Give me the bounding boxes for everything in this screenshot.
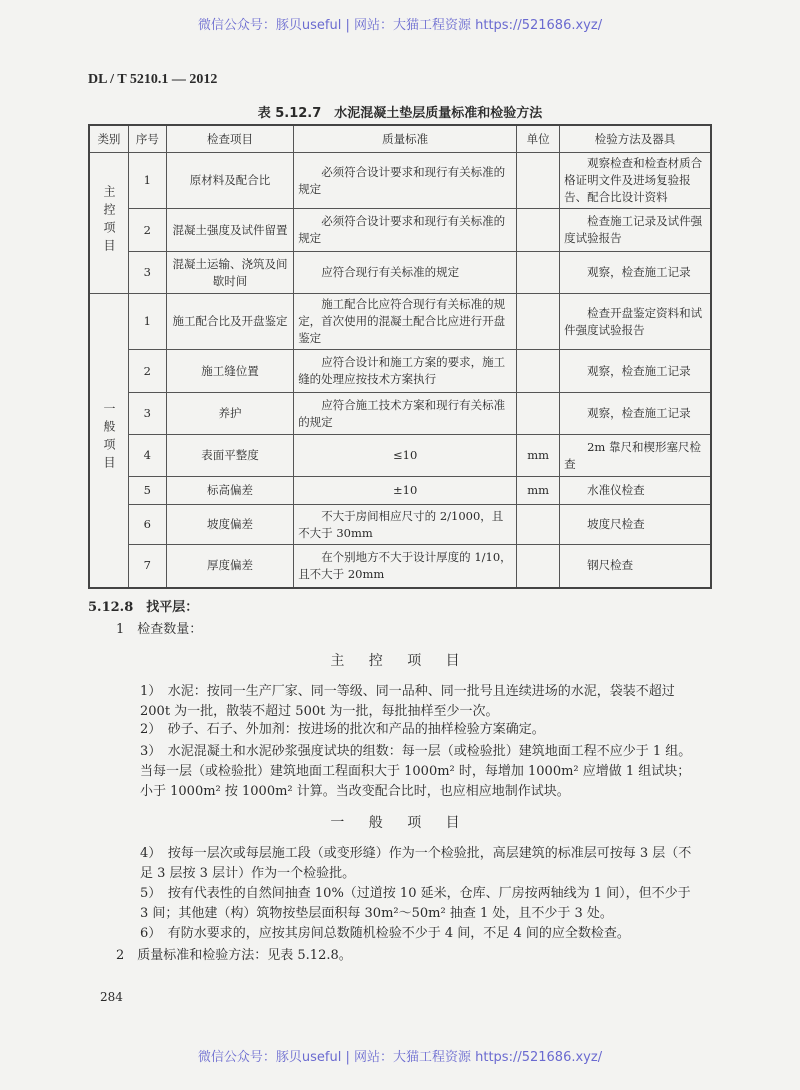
- section-5-12-8: 5.12.8 找平层：: [88, 600, 199, 615]
- table-cell: 原材料及配合比: [166, 153, 293, 209]
- table-row: [89, 477, 711, 505]
- table-cell: 观察检查和检查材质合格证明文件及进场复验报告、配合比设计资料: [560, 153, 711, 209]
- table-cell: [517, 209, 560, 252]
- table-cell: 2m 靠尺和楔形塞尺检查: [560, 435, 711, 477]
- table-cell: 应符合施工技术方案和现行有关标准的规定: [294, 393, 517, 435]
- table-cell: 检查施工记录及试件强度试验报告: [560, 209, 711, 252]
- table-cell: 应符合设计和施工方案的要求，施工缝的处理应按技术方案执行: [294, 350, 517, 393]
- table-cell: 3: [128, 252, 166, 294]
- table-cell: 钢尺检查: [560, 545, 711, 588]
- para: 5） 按有代表性的自然间抽查 10%（过道按 10 延米，仓库、厂房按两轴线为 1 间），但不少于: [140, 886, 691, 901]
- table-cell: 表面平整度: [166, 435, 293, 477]
- column-header: 检查项目: [166, 125, 293, 153]
- table-row: [89, 545, 711, 588]
- table-cell: 混凝土强度及试件留置: [166, 209, 293, 252]
- table-cell: [517, 153, 560, 209]
- table-cell: 观察，检查施工记录: [560, 393, 711, 435]
- table-cell: 检查开盘鉴定资料和试件强度试验报告: [560, 294, 711, 350]
- table-cell: ≤10: [294, 435, 517, 477]
- table-cell: mm: [517, 435, 560, 477]
- para: 6） 有防水要求的，应按其房间总数随机检验不少于 4 间，不足 4 间的应全数检查。: [140, 926, 630, 941]
- table-cell: [517, 505, 560, 545]
- para: 2） 砂子、石子、外加剂：按进场的批次和产品的抽样检验方案确定。: [140, 722, 545, 737]
- table-cell: 5: [128, 477, 166, 505]
- table-row: [89, 294, 711, 350]
- table-row: [89, 393, 711, 435]
- column-header: 质量标准: [294, 125, 517, 153]
- table-row: [89, 350, 711, 393]
- table-cell: 观察，检查施工记录: [560, 350, 711, 393]
- watermark-bottom: 微信公众号：豚贝useful | 网站：大猫工程资源 https://521686.xyz/: [197, 1050, 603, 1065]
- table-cell: [517, 294, 560, 350]
- table-row: [89, 435, 711, 477]
- table-cell: 坡度偏差: [166, 505, 293, 545]
- category-label: 主控项目: [101, 184, 116, 257]
- table-cell: 施工缝位置: [166, 350, 293, 393]
- table-row: [89, 505, 711, 545]
- para: 3 间；其他建（构）筑物按垫层面积每 30m²～50m² 抽查 1 处，且不少于 3 处。: [140, 906, 613, 921]
- item-2: 2 质量标准和检验方法：见表 5.12.8。: [116, 948, 352, 963]
- table-cell: 1: [128, 294, 166, 350]
- table-cell: [517, 350, 560, 393]
- table-cell: [517, 252, 560, 294]
- table-cell: 应符合现行有关标准的规定: [294, 252, 517, 294]
- table-cell: 在个别地方不大于设计厚度的 1/10，且不大于 20mm: [294, 545, 517, 588]
- table-cell: 6: [128, 505, 166, 545]
- para: 足 3 层按 3 层计）作为一个检验批。: [140, 866, 356, 881]
- category-cell: [89, 294, 128, 588]
- para: 小于 1000m² 按 1000m² 计算。当改变配合比时，也应相应地制作试块。: [140, 784, 570, 799]
- table-cell: 标高偏差: [166, 477, 293, 505]
- table-cell: [517, 545, 560, 588]
- column-header: 检验方法及器具: [560, 125, 711, 153]
- table-cell: 厚度偏差: [166, 545, 293, 588]
- table-cell: 施工配合比应符合现行有关标准的规定，首次使用的混凝土配合比应进行开盘鉴定: [294, 294, 517, 350]
- table-row: [89, 209, 711, 252]
- table-cell: 3: [128, 393, 166, 435]
- table-cell: 7: [128, 545, 166, 588]
- column-header: 序号: [128, 125, 166, 153]
- table-cell: 施工配合比及开盘鉴定: [166, 294, 293, 350]
- watermark-top: 微信公众号：豚贝useful | 网站：大猫工程资源 https://521686.xyz/: [197, 18, 603, 33]
- table-cell: 混凝土运输、浇筑及间歇时间: [166, 252, 293, 294]
- table-cell: 2: [128, 350, 166, 393]
- para: 当每一层（或检验批）建筑地面工程面积大于 1000m² 时，每增加 1000m² 应增做 1 组试块；: [140, 764, 691, 779]
- page-number: 284: [100, 990, 123, 1004]
- item-1: 1 检查数量：: [116, 622, 203, 637]
- para: 3） 水泥混凝土和水泥砂浆强度试块的组数：每一层（或检验批）建筑地面工程不应少于 1 组。: [140, 744, 692, 759]
- table-cell: ±10: [294, 477, 517, 505]
- table-cell: 养护: [166, 393, 293, 435]
- quality-table: [88, 124, 712, 589]
- table-cell: 2: [128, 209, 166, 252]
- table-cell: 4: [128, 435, 166, 477]
- table-row: [89, 153, 711, 209]
- table-cell: mm: [517, 477, 560, 505]
- column-header: 单位: [517, 125, 560, 153]
- category-label: 一般项目: [101, 401, 116, 474]
- table-cell: 观察，检查施工记录: [560, 252, 711, 294]
- heading-main-items: 主 控 项 目: [330, 653, 470, 669]
- table-cell: 必须符合设计要求和现行有关标准的规定: [294, 209, 517, 252]
- table-cell: 1: [128, 153, 166, 209]
- para: 200t 为一批，散装不超过 500t 为一批，每批抽样至少一次。: [140, 704, 499, 719]
- table-caption: 表 5.12.7 水泥混凝土垫层质量标准和检验方法: [257, 106, 543, 121]
- heading-general-items: 一 般 项 目: [330, 815, 470, 831]
- table-row: [89, 252, 711, 294]
- table-cell: 坡度尺检查: [560, 505, 711, 545]
- para: 4） 按每一层次或每层施工段（或变形缝）作为一个检验批，高层建筑的标准层可按每 3 层（不: [140, 846, 692, 861]
- para: 1） 水泥：按同一生产厂家、同一等级、同一品种、同一批号且连续进场的水泥，袋装不超过: [140, 684, 675, 699]
- table-cell: 不大于房间相应尺寸的 2/1000，且不大于 30mm: [294, 505, 517, 545]
- column-header: 类别: [89, 125, 128, 153]
- table-cell: 水准仪检查: [560, 477, 711, 505]
- table-cell: [517, 393, 560, 435]
- doc-code: DL / T 5210.1 — 2012: [88, 72, 218, 87]
- table-cell: 必须符合设计要求和现行有关标准的规定: [294, 153, 517, 209]
- category-cell: [89, 153, 128, 294]
